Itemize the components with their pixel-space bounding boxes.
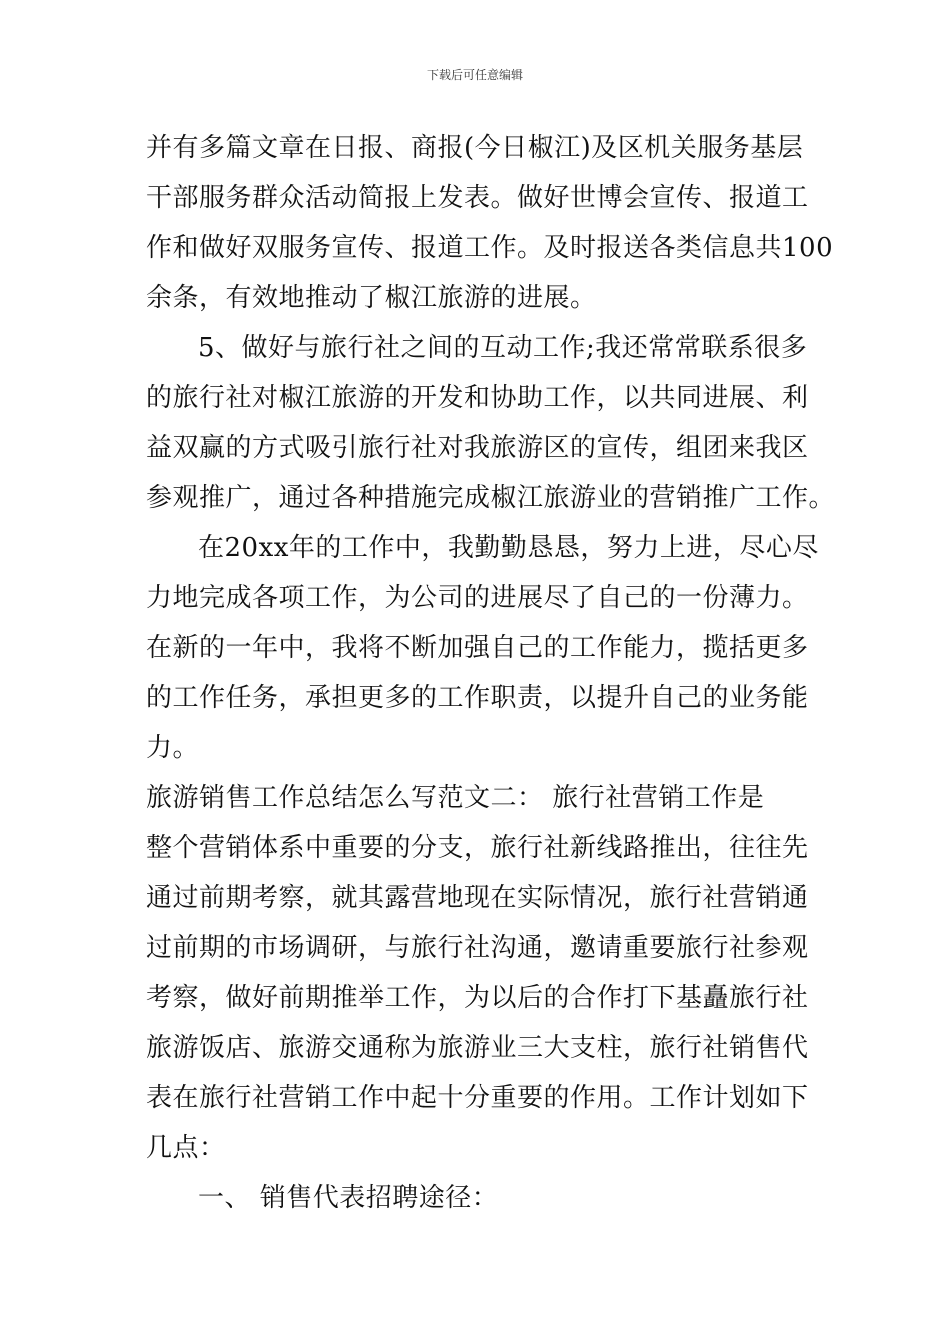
text-line: 作和做好双服务宣传、报道工作。及时报送各类信息共100 (146, 233, 834, 263)
text-line: 干部服务群众活动简报上发表。做好世博会宣传、报道工 (146, 183, 809, 213)
list-item-heading: 一、 销售代表招聘途径： (198, 1183, 499, 1213)
text-line: 的工作任务，承担更多的工作职责，以提升自己的业务能 (146, 683, 809, 713)
text-line: 过前期的市场调研，与旅行社沟通，邀请重要旅行社参观 (146, 933, 809, 963)
text-line: 并有多篇文章在日报、商报(今日椒江)及区机关服务基层 (146, 133, 804, 163)
text-line: 参观推广，通过各种措施完成椒江旅游业的营销推广工作。 (146, 483, 836, 513)
text-line: 通过前期考察，就其露营地现在实际情况，旅行社营销通 (146, 883, 809, 913)
text-line: 的旅行社对椒江旅游的开发和协助工作，以共同进展、利 (146, 383, 809, 413)
text-line: 在20xx年的工作中，我勤勤恳恳，努力上进，尽心尽 (198, 533, 819, 563)
text-line: 力地完成各项工作，为公司的进展尽了自己的一份薄力。 (146, 583, 809, 613)
text-line: 整个营销体系中重要的分支，旅行社新线路推出，往往先 (146, 833, 809, 863)
text-line: 旅游饭店、旅游交通称为旅游业三大支柱，旅行社销售代 (146, 1033, 809, 1063)
page-header: 下载后可任意编辑 (426, 68, 523, 82)
text-line: 益双赢的方式吸引旅行社对我旅游区的宣传，组团来我区 (146, 433, 809, 463)
section-heading-line: 旅游销售工作总结怎么写范文二： 旅行社营销工作是 (146, 783, 765, 813)
text-line: 余条，有效地推动了椒江旅游的进展。 (146, 283, 597, 313)
text-line: 考察，做好前期推举工作，为以后的合作打下基矗旅行社 (146, 983, 809, 1013)
text-line: 几点： (146, 1133, 226, 1163)
text-line: 力。 (146, 733, 200, 763)
text-line: 5、做好与旅行社之间的互动工作;我还常常联系很多 (198, 333, 808, 363)
text-line: 表在旅行社营销工作中起十分重要的作用。工作计划如下 (146, 1083, 809, 1113)
text-line: 在新的一年中，我将不断加强自己的工作能力，揽括更多 (146, 633, 809, 663)
